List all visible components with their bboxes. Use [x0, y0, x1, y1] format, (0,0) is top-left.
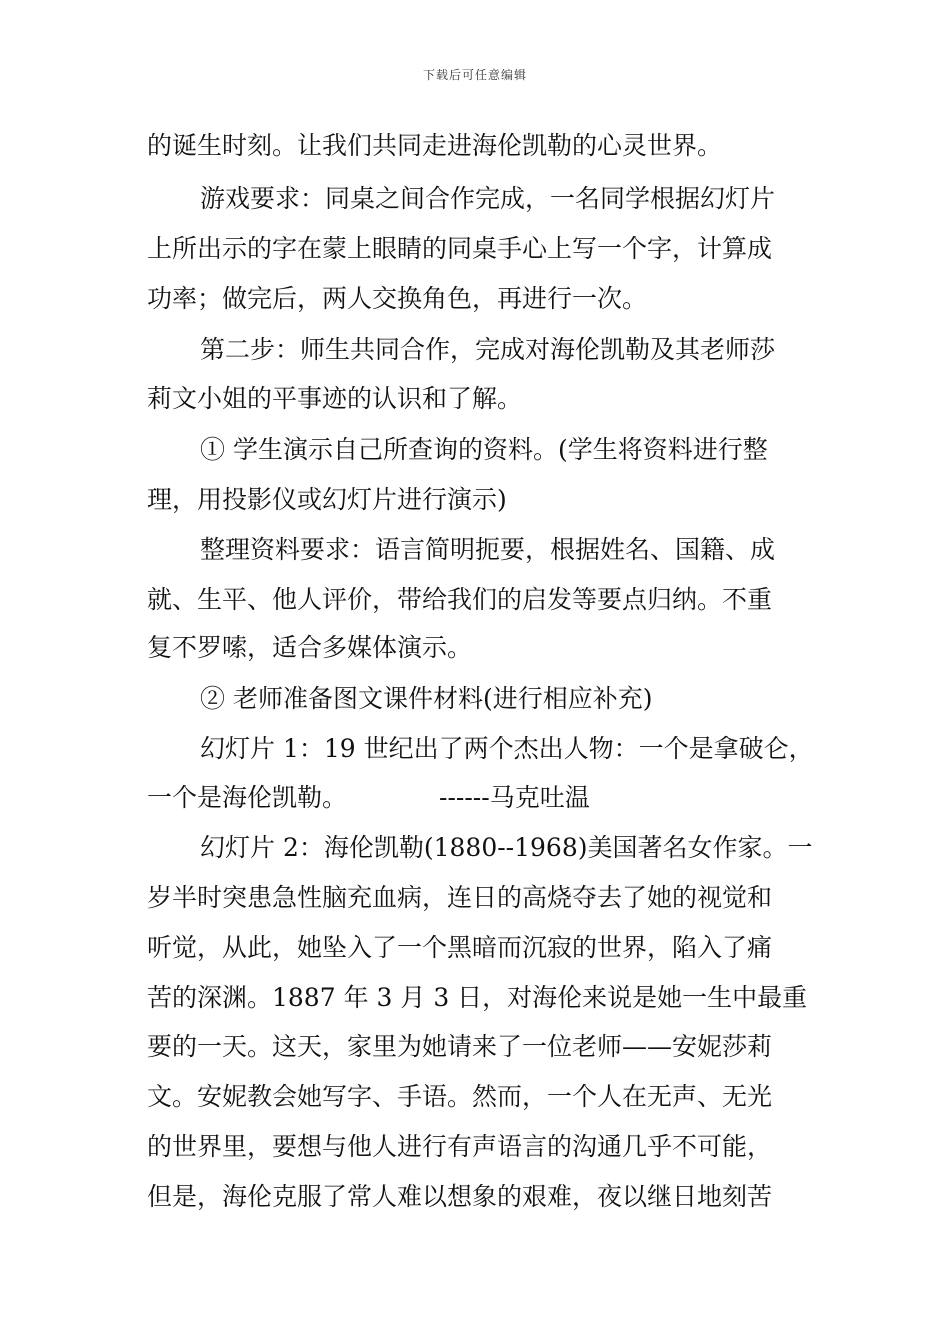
- text-line: 第二步：师生共同合作，完成对海伦凯勒及其老师莎: [200, 335, 776, 364]
- text-line: 幻灯片 2：海伦凯勒(1880--1968)美国著名女作家。一: [200, 833, 813, 862]
- text-line: 复不罗嗦，适合多媒体演示。: [147, 633, 473, 662]
- text-line: ① 学生演示自己所查询的资料。(学生将资料进行整: [200, 435, 768, 464]
- text-line: 游戏要求：同桌之间合作完成，一名同学根据幻灯片: [200, 184, 776, 213]
- text-line: 的诞生时刻。让我们共同走进海伦凯勒的心灵世界。: [147, 131, 723, 160]
- quote-attribution: ------马克吐温: [439, 783, 590, 812]
- text-line: ② 老师准备图文课件材料(进行相应补充): [200, 684, 653, 713]
- text-line: 功率；做完后，两人交换角色，再进行一次。: [147, 284, 648, 313]
- text-line: 就、生平、他人评价，带给我们的启发等要点归纳。不重: [147, 585, 773, 614]
- page-header: 下载后可任意编辑: [422, 68, 527, 82]
- text-line: 整理资料要求：语言简明扼要，根据姓名、国籍、成: [200, 535, 776, 564]
- text-line: 听觉，从此，她坠入了一个黑暗而沉寂的世界，陷入了痛: [147, 933, 773, 962]
- text-line: 苦的深渊。1887 年 3 月 3 日，对海伦来说是她一生中最重: [147, 983, 808, 1012]
- text-line: 的世界里，要想与他人进行有声语言的沟通几乎不可能，: [147, 1132, 773, 1161]
- text-line: 上所出示的字在蒙上眼睛的同桌手心上写一个字，计算成: [147, 234, 773, 263]
- text-line: 文。安妮教会她写字、手语。然而，一个人在无声、无光: [147, 1082, 773, 1111]
- text-fragment: 一个是海伦凯勒。: [147, 783, 348, 812]
- text-line: 但是，海伦克服了常人难以想象的艰难，夜以继日地刻苦: [147, 1182, 773, 1211]
- text-line: 理，用投影仪或幻灯片进行演示): [147, 485, 507, 514]
- text-line: 幻灯片 1：19 世纪出了两个杰出人物：一个是拿破仑，: [200, 734, 814, 763]
- text-line: [147, 782, 590, 814]
- text-line: 要的一天。这天，家里为她请来了一位老师——安妮莎莉: [147, 1032, 773, 1061]
- text-line: 莉文小姐的平事迹的认识和了解。: [147, 384, 523, 413]
- text-line: 岁半时突患急性脑充血病，连日的高烧夺去了她的视觉和: [147, 883, 773, 912]
